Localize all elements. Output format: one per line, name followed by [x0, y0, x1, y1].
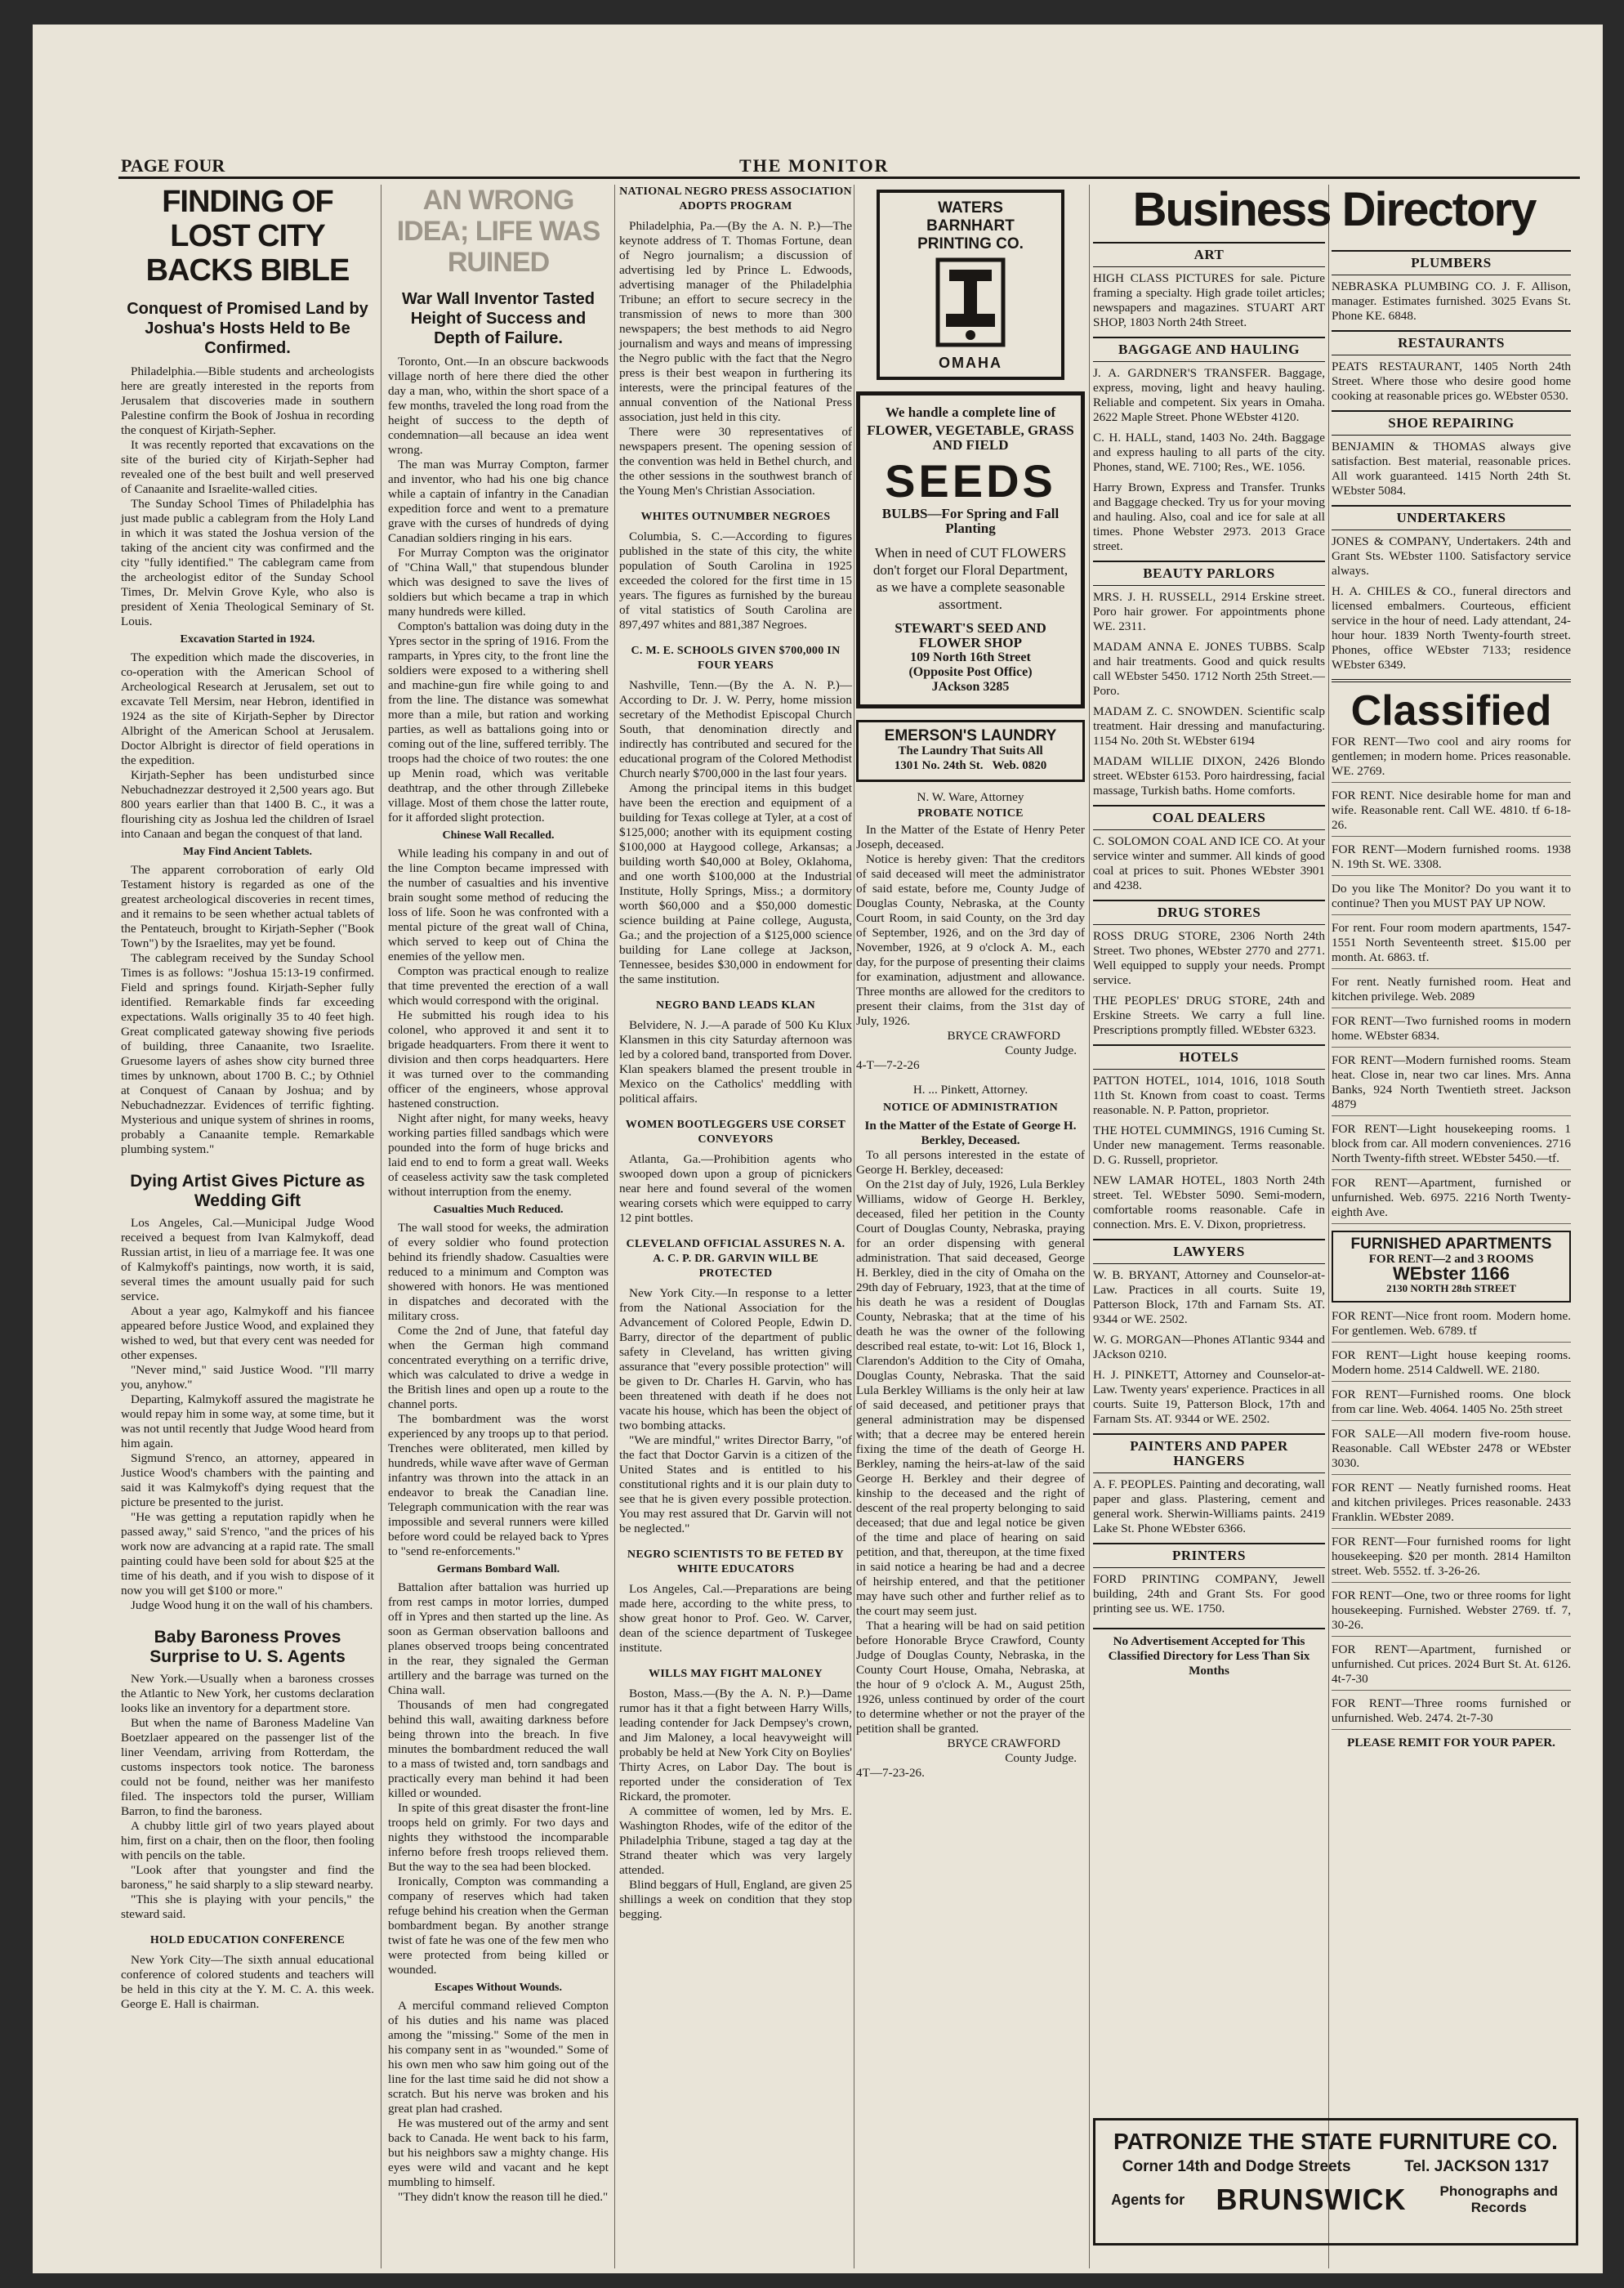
- article-paragraph: Nashville, Tenn.—(By the A. N. P.)—According to Dr. J. W. Perry, home mission secretary of the Methodist Episcopal Church South, that denomination directly and indirectly has contributed and secured for the educational program of the Colored Methodist Church nearly $700,000 in the last four years.: [619, 678, 852, 780]
- classified-ad: For rent. Four room modern apartments, 1547-1551 North Seventeenth street. $15.00 per month. At. 6863. tf.: [1332, 921, 1571, 969]
- classified-ad: FOR RENT—Three rooms furnished or unfurnished. Web. 2474. 2t-7-30: [1332, 1696, 1571, 1730]
- article-paragraph: Atlanta, Ga.—Prohibition agents who swooped down upon a group of picnickers near here and found several of the women wearing corsets which were equipped to carry 12 pint bottles.: [619, 1152, 852, 1225]
- business-directory-banner: Business Directory: [1132, 183, 1536, 236]
- article-paragraph: A committee of women, led by Mrs. E. Washington Rhodes, wife of the editor of the Philadelphia Tribune, staged a tag day at the Strand theater which was very largely attended.: [619, 1804, 852, 1877]
- seeds-intro: We handle a complete line of: [885, 404, 1056, 420]
- directory-entry: JONES & COMPANY, Undertakers. 24th and Grant Sts. WEbster 1100. Satisfactory service always.: [1332, 534, 1571, 578]
- remit-note: PLEASE REMIT FOR YOUR PAPER.: [1347, 1736, 1555, 1750]
- directory-entry: W. B. BRYANT, Attorney and Counselor-at-Law. Practices in all courts. Suite 19, Patterson Block, 17th and Farnam Sts. AT. 9344 or WE. 2502.: [1093, 1268, 1325, 1326]
- article-paragraph: While leading his company in and out of the line Compton became impressed with the number of casualties and his inventive brain sought some method of reducing the loss of life. Soon he was confronted with a mental picture of the great wall of China, which served to keep out of China the enemies of the yellow men.: [388, 847, 609, 963]
- directory-entry: ROSS DRUG STORE, 2306 North 24th Street. Two phones, WEbster 2770 and 2771. Well equipped to supply your needs. Prompt service.: [1093, 929, 1325, 987]
- furnished-address: 2130 NORTH 28th STREET: [1386, 1282, 1516, 1294]
- directory-section-heading: DRUG STORES: [1093, 900, 1325, 925]
- subhead: Germans Bombard Wall.: [436, 1563, 560, 1575]
- article-paragraph: There were 30 representatives of newspapers present. The opening session of the convention was held in Bethel church, and the other sessions in the southwest branch of the Young Men's Christian Association.: [619, 425, 852, 498]
- article-paragraph: Compton was practical enough to realize that time prevented the erection of a wall which would correspond with the original.: [388, 964, 609, 1008]
- classified-ad: FOR RENT — Neatly furnished rooms. Heat and kitchen privileges. Prices reasonable. 2433 Franklin. WEbster 2089.: [1332, 1481, 1571, 1529]
- directory-entry: PATTON HOTEL, 1014, 1016, 1018 South 11th St. Known from coast to coast. Terms reasonable. N. P. Patton, proprietor.: [1093, 1074, 1325, 1117]
- article-paragraph: A merciful command relieved Compton of his duties and his name was placed among the "missing." Some of the men in his company sent in as "wounded." Some of his own men who saw him going out of the line for the last time said he did not show a scratch. But his nerve was broken and his great plan had crashed.: [388, 1999, 609, 2116]
- article-paragraph: Belvidere, N. J.—A parade of 500 Ku Klux Klansmen in this city Saturday afternoon was led by a colored band, transported from Dover. Klan speakers blamed the present trouble in Mexico on the Catholics' meddling with political affairs.: [619, 1018, 852, 1106]
- directory-entry: MADAM Z. C. SNOWDEN. Scientific scalp treatment. Hair dressing and manufacturing. 1154 No. 20th St. WEbster 6194: [1093, 704, 1325, 748]
- article-paragraph: "He was getting a reputation rapidly when he passed away," said S'renco, "and the prices of his work now are advancing at a rapid rate. The small painting could have been sold for about $25 at the time of his death, and if you wish to dispose of it now you will get $100 or more.": [121, 1510, 374, 1598]
- classified-ad: FOR RENT—Four furnished rooms for light housekeeping. $20 per month. 2814 Hamilton street. Web. 5552. tf. 3-26-26.: [1332, 1535, 1571, 1583]
- directory-entry: W. G. MORGAN—Phones ATlantic 9344 and JAckson 0210.: [1093, 1333, 1325, 1361]
- directory-entry: THE PEOPLES' DRUG STORE, 24th and Erskine Streets. We carry a full line. Prescriptions promptly filled. WEbster 6323.: [1093, 994, 1325, 1037]
- furnished-line: FOR RENT—2 and 3 ROOMS: [1368, 1252, 1534, 1266]
- laundry-address: 1301 No. 24th St.: [894, 759, 984, 772]
- classified-ad: FOR RENT—Furnished rooms. One block from car line. Web. 4064. 1405 No. 25th street: [1332, 1388, 1571, 1421]
- furnished-phone: WEbster 1166: [1392, 1263, 1510, 1284]
- column-4: [856, 185, 1085, 2268]
- notice-date: 4-T—7-2-26: [856, 1058, 920, 1072]
- seeds-phone: JAckson 3285: [931, 680, 1010, 694]
- column-2: [388, 185, 609, 2268]
- probate-notice-title: PROBATE NOTICE: [917, 807, 1024, 820]
- classified-ad: FOR RENT—Two cool and airy rooms for gentlemen; in modern home. Prices reasonable. WE. 2769.: [1332, 735, 1571, 783]
- article-paragraph: New York City.—In response to a letter from the National Association for the Advancement of Colored People, Edwin D. Barry, director of the department of public safety in Cleveland, has written giving assurance that "every possible protection" will be given to Dr. Charles H. Garvin, who has been threatened with death if he does not vacate his house, which has been the object of two bombing attacks.: [619, 1286, 852, 1432]
- ad-line: PRINTING CO.: [917, 235, 1024, 252]
- article-paragraph: The bombardment was the worst experienced by any troops up to that period. Trenches were obliterated, men killed by hundreds, while wave after wave of German infantry was thrown into the attack in an endeavor to break the Canadian line. Telegraph communication with the rear was impossible and several runners were killed before word could be relayed back to Ypres to "send re-enforcements.": [388, 1412, 609, 1558]
- classified-ad: FOR RENT. Nice desirable home for man and wife. Reasonable rent. Call WE. 4810. tf 6-18-26.: [1332, 789, 1571, 837]
- printing-press-icon: [921, 253, 1019, 351]
- furniture-phone: Tel. JACKSON 1317: [1404, 2158, 1550, 2175]
- admin-attorney: H. ... Pinkett, Attorney.: [912, 1083, 1028, 1097]
- article-paragraph: Compton's battalion was doing duty in the Ypres sector in the spring of 1916. From the ramparts, in Ypres city, to the front line the soldiers were exposed to a withering shell and machine-gun fire while going to and from the line. The distance was somewhat more than a mile, but ration and working parties, as well as battalions going into or coming out of the line, suffered terribly. The troops had the choice of two routes: the one up Menin road, which was veritable deathtrap, and the other through Zillebeke village. Most of them chose the latter route, for it afforded slight protection.: [388, 619, 609, 824]
- subhead: Escapes Without Wounds.: [434, 1982, 562, 1994]
- classified-ad: FOR RENT—Modern furnished rooms. Steam heat. Close in, near two car lines. Mrs. Anna Banks, 924 North Twentieth street. Jackson 4879: [1332, 1053, 1571, 1116]
- article-paragraph: Los Angeles, Cal.—Municipal Judge Wood received a bequest from Ivan Kalmykoff, dead Russian artist, in lieu of a marriage fee. It was one of Kalmykoff's paintings, now worth, it is said, several times the amount usually paid for such service.: [121, 1216, 374, 1303]
- column-rule: [614, 185, 615, 2268]
- directory-entry: MRS. J. H. RUSSELL, 2914 Erskine street. Poro hair grower. For appointments phone WE. 2311.: [1093, 590, 1325, 633]
- classified-ad: FOR RENT—Two furnished rooms in modern home. WEbster 6834.: [1332, 1014, 1571, 1048]
- notice-paragraph: Notice is hereby given: That the creditors of said deceased will meet the administrator of said estate, before me, County Judge of Douglas County, Nebraska, at the County Court Room, in said County, on the 3rd day of September, 1926, and on the 3rd day of November, 1926, at 9 o'clock A. M., each day, for the purpose of presenting their claims for examination, adjustment and allowance. Three months are allowed for the creditors to present their claims, from the 31st day of July, 1926.: [856, 852, 1085, 1028]
- article-paragraph: A chubby little girl of two years played about him, first on a chair, then on the floor, then fooling with pencils on the table.: [121, 1819, 374, 1862]
- page-number: PAGE FOUR: [121, 155, 225, 176]
- article-paragraph: "This she is playing with your pencils," the steward said.: [121, 1893, 374, 1921]
- article-paragraph: "They didn't know the reason till he died.": [398, 2190, 609, 2204]
- laundry-slogan: The Laundry That Suits All: [898, 744, 1043, 757]
- furnished-head: FURNISHED APARTMENTS: [1350, 1236, 1552, 1253]
- article-paragraph: It was recently reported that excavations on the site of the buried city of Kirjath-Sepher had revealed one of the best built and well preserved of Canaanite and Israelite-walled cities.: [121, 438, 374, 496]
- directory-section-heading: SHOE REPAIRING: [1332, 410, 1571, 436]
- classified-ad: FOR RENT—Apartment, furnished or unfurnished. Cut prices. 2024 Burt St. At. 6126. 4t-7-30: [1332, 1642, 1571, 1691]
- article-paragraph: The man was Murray Compton, farmer and inventor, who had his one big chance while a captain of infantry in the Canadian expedition force and went to a premature grave with the curses of hundreds of dying Canadian soldiers ringing in his ears.: [388, 458, 609, 545]
- classified-list: [1332, 735, 1571, 1224]
- notice-paragraph: To all persons interested in the estate of George H. Berkley, deceased:: [856, 1148, 1085, 1177]
- directory-entry: MADAM WILLIE DIXON, 2426 Blondo street. WEbster 6153. Poro hairdressing, facial massage, Turkish baths. Home comforts.: [1093, 754, 1325, 798]
- furniture-products: Phonographs and Records: [1439, 2183, 1559, 2215]
- deck-wrong-idea: War Wall Inventor Tasted Height of Success and Depth of Failure.: [402, 290, 595, 347]
- seeds-bulbs: BULBS—For Spring and Fall Planting: [881, 506, 1060, 536]
- article-paragraph: About a year ago, Kalmykoff and his fiancee appeared before Justice Wood, and explained they wished to wed, but that every cent was needed for other expenses.: [121, 1304, 374, 1362]
- headline-whites-outnumber: WHITES OUTNUMBER NEGROES: [640, 511, 831, 523]
- article-paragraph: He submitted his rough idea to his colonel, who approved it and sent it to brigade headquarters. From there it went to division and then corps headquarters. Here it was turned over to the commanding officer of the engineers, whose approval hastened construction.: [388, 1008, 609, 1110]
- directory-entry: H. A. CHILES & CO., funeral directors and licensed embalmers. Courteous, efficient service in the hour of need. Lady attendant, 24-hour hour. 1839 North Twenty-fourth street. Phones, office WEbster 7133; residence WEbster 6349.: [1332, 584, 1571, 672]
- directory-section-heading: BEAUTY PARLORS: [1093, 561, 1325, 586]
- headline-press-association: NATIONAL NEGRO PRESS ASSOCIATION ADOPTS PROGRAM: [619, 185, 852, 212]
- admin-notice-title: NOTICE OF ADMINISTRATION: [882, 1102, 1059, 1114]
- seeds-store: STEWART'S SEED AND FLOWER SHOP: [895, 620, 1046, 650]
- classified-ad: FOR RENT—One, two or three rooms for light housekeeping. Furnished. Webster 2769. tf. 7, 30-26.: [1332, 1589, 1571, 1637]
- column-3: [619, 185, 852, 2268]
- directory-list: [1332, 250, 1571, 673]
- article-paragraph: Columbia, S. C.—According to figures published in the state of this city, the white population of South Carolina in 1925 exceeded the colored for the first time in 15 years. The figures as furnished by the bureau of vital statistics of South Carolina are 897,497 whites and 881,387 Negroes.: [619, 530, 852, 632]
- state-furniture-ad: [1093, 2118, 1578, 2246]
- column-rule: [1089, 185, 1090, 2268]
- waters-barnhart-ad: [877, 190, 1064, 380]
- directory-section-heading: LAWYERS: [1093, 1239, 1325, 1264]
- column-6: [1332, 244, 1571, 2115]
- classified-list: [1332, 1309, 1571, 1730]
- article-paragraph: But when the name of Baroness Madeline Van Boetzlaer appeared on the passenger list of the liner Veendam, arriving from Rotterdam, the customs inspectors took notice. The baroness could not be found, neither was her manifesto filed. The inspectors told the purser, William Barron, to find the baroness.: [121, 1716, 374, 1818]
- directory-entry: H. J. PINKETT, Attorney and Counselor-at-Law. Twenty years' experience. Practices in all courts. Suite 19, Patterson Block, 17th and Farnam Sts. AT. 9344 or WE. 2502.: [1093, 1368, 1325, 1426]
- subhead: Excavation Started in 1924.: [180, 633, 315, 646]
- directory-entry: THE HOTEL CUMMINGS, 1916 Cuming St. Under new management. Terms reasonable. D. G. Russell, proprietor.: [1093, 1124, 1325, 1167]
- article-paragraph: For Murray Compton was the originator of "China Wall," that stupendous blunder which was designed to save the lives of soldiers but which became a trap in which many hundreds were killed.: [388, 546, 609, 619]
- article-paragraph: The expedition which made the discoveries, in co-operation with the American School of Archeological Research at Jerusalem, set out to excavate Tell Mersim, near Hebron, identified in 1924 as the site of Kirjath-Sepher by Director Albright of the American School at Jerusalem. Doctor Albright is director of field operations in the expedition.: [121, 650, 374, 767]
- directory-entry: PEATS RESTAURANT, 1405 North 24th Street. Where those who desire good home cooking at reasonable prices go. WEbster 0530.: [1332, 360, 1571, 403]
- article-paragraph: New York City—The sixth annual educational conference of colored students and teachers will be held in this city at the Y. M. C. A. this week. George E. Hall is chairman.: [121, 1953, 374, 2011]
- brunswick-brand: BRUNSWICK: [1216, 2183, 1407, 2216]
- subhead: May Find Ancient Tablets.: [183, 846, 312, 858]
- directory-section-heading: ART: [1093, 242, 1325, 267]
- directory-entry: FORD PRINTING COMPANY, Jewell building, 24th and Grant Sts. For good printing see us. WE. 1750.: [1093, 1572, 1325, 1615]
- emersons-laundry-ad: [856, 720, 1085, 782]
- article-paragraph: Departing, Kalmykoff assured the magistrate he would repay him in some way, at some time, but it was not until recently that Judge Wood heard from him again.: [121, 1392, 374, 1450]
- subhead: Casualties Much Reduced.: [433, 1204, 564, 1216]
- directory-section-heading: UNDERTAKERS: [1332, 505, 1571, 530]
- laundry-name: EMERSON'S LAUNDRY: [884, 727, 1057, 744]
- article-paragraph: Philadelphia.—Bible students and archeologists here are greatly interested in the reports from Jerusalem that discoveries made in southern Palestine confirm the Book of Joshua in recording the conquest of Kirjath-Sepher.: [121, 364, 374, 437]
- directory-section-heading: RESTAURANTS: [1332, 330, 1571, 355]
- notice-paragraph: That a hearing will be had on said petition before Honorable Bryce Crawford, County Judge of Douglas County, Nebraska, in the County Court House, Omaha, Nebraska, at the hour of 9 o'clock A. M., August 25th, 1926, unless continued by order of the court to determine whether or not the prayer of the petition shall be granted.: [856, 1619, 1085, 1736]
- notice-paragraph: In the Matter of the Estate of George H. Berkley, Deceased.: [864, 1119, 1077, 1147]
- headline-cme-schools: C. M. E. SCHOOLS GIVEN $700,000 IN FOUR YEARS: [631, 645, 841, 672]
- article-paragraph: Toronto, Ont.—In an obscure backwoods village north of here there died the other day a man, who, within the short space of a few months, traveled the long road from the height of success to the depth of condemnation—all because an idea went wrong.: [388, 355, 609, 457]
- article-paragraph: The wall stood for weeks, the admiration of every soldier who found protection behind its friendly shadow. Casualties were reduced to a minimum and Compton was showered with honors. He was mentioned in dispatches and decorated with the military cross.: [388, 1221, 609, 1323]
- article-paragraph: New York.—Usually when a baroness crosses the Atlantic to New York, her customs declaration looks like an inventory for a department store.: [121, 1672, 374, 1715]
- article-paragraph: "Look after that youngster and find the baroness," he said sharply to a slip steward nearby.: [121, 1863, 374, 1892]
- article-paragraph: Sigmund S'renco, an attorney, appeared in Justice Wood's chambers with the painting and said it was Kalmykoff's dying request that the picture be presented to the jurist.: [121, 1451, 374, 1509]
- directory-entry: C. H. HALL, stand, 1403 No. 24th. Baggage and express hauling to all parts of the city. Phones, stand, WE. 7100; Res., WE. 1056.: [1093, 431, 1325, 474]
- article-paragraph: The cablegram received by the Sunday School Times is as follows: "Joshua 15:13-19 confirmed. Field and springs found. Kirjath-Sepher fully identified. Remarkable finds far exceeding expectations. Walls originally 35 to 40 feet high. Great complicated gateway showing five periods of building, three Canaanite, two Israelite. Gruesome layers of ashes show city burned three times by unknown, about 1700 B. C.; by Othniel at Conquest of Canaan by Joshua; and by Nebuchadnezzar. Evidences of terrific fighting. Mysterious and unique system of shrines in rooms, probably a Canaanite temple. Remarkable plumbing system.": [121, 951, 374, 1156]
- seeds-ad: [856, 391, 1085, 708]
- column-rule: [1328, 185, 1329, 2268]
- seeds-items: FLOWER, VEGETABLE, GRASS AND FIELD: [867, 422, 1074, 453]
- judge-name: BRYCE CRAWFORD: [947, 1029, 1060, 1043]
- headline-negro-scientists: NEGRO SCIENTISTS TO BE FETED BY WHITE EDUCATORS: [627, 1548, 845, 1575]
- notice-date: 4T—7-23-26.: [856, 1766, 925, 1780]
- headline-education-conference: HOLD EDUCATION CONFERENCE: [149, 1934, 346, 1946]
- article-paragraph: Los Angeles, Cal.—Preparations are being made here, according to the white press, to show great honor to Prof. Geo. W. Carver, dean of the science department of Tuskegee institute.: [619, 1582, 852, 1655]
- article-paragraph: Ironically, Compton was commanding a company of reserves which had taken refuge behind his creation when the German bombardment began. By another strange twist of fate he was one of the few men who were protected from being killed or wounded.: [388, 1875, 609, 1977]
- headline-cleveland-official: CLEVELAND OFFICIAL ASSURES N. A. A. C. P. DR. GARVIN WILL BE PROTECTED: [626, 1238, 845, 1280]
- directory-list: [1093, 242, 1325, 1616]
- headline-baby-baroness: Baby Baroness Proves Surprise to U. S. Agents: [149, 1628, 346, 1666]
- deck-lost-city: Conquest of Promised Land by Joshua's Hosts Held to Be Confirmed.: [127, 300, 368, 357]
- article-paragraph: Judge Wood hung it on the wall of his chambers.: [131, 1598, 373, 1612]
- article-paragraph: The apparent corroboration of early Old Testament history is regarded as one of the greatest archeological discoveries in recent times, and it remains to be seen whether actual tablets of the Pentateuch, brought to Kirjath-Sepher ("Book Town") by the Israelites, may yet be found.: [121, 863, 374, 950]
- directory-section-heading: BAGGAGE AND HAULING: [1093, 337, 1325, 362]
- article-paragraph: Battalion after battalion was hurried up from rest camps in motor lorries, dumped off in Ypres and then started up the line. As soon as German observation balloons and planes observed troops being concentrated in the rear, they signaled the German artillery and the barrage was turned on the China wall.: [388, 1580, 609, 1697]
- classified-ad: FOR RENT—Apartment, furnished or unfurnished. Web. 6975. 2216 North Twenty-eighth Ave.: [1332, 1176, 1571, 1224]
- ad-city: OMAHA: [939, 355, 1002, 371]
- seeds-address: 109 North 16th Street: [910, 650, 1031, 664]
- column-1: [121, 185, 374, 2268]
- headline-negro-band: NEGRO BAND LEADS KLAN: [656, 999, 815, 1012]
- article-paragraph: "Never mind," said Justice Wood. "I'll marry you, anyhow.": [121, 1363, 374, 1392]
- directory-entry: MADAM ANNA E. JONES TUBBS. Scalp and hair treatments. Good and quick results call WEbster 5450. 1712 North 25th Street.—Poro.: [1093, 640, 1325, 698]
- headline-dying-artist: Dying Artist Gives Picture as Wedding Gift: [130, 1172, 365, 1210]
- classified-ad: For rent. Neatly furnished room. Heat and kitchen privilege. Web. 2089: [1332, 975, 1571, 1008]
- judge-name: BRYCE CRAWFORD: [947, 1736, 1060, 1750]
- seeds-title: SEEDS: [885, 455, 1056, 507]
- article-paragraph: He was mustered out of the army and sent back to Canada. He went back to his farm, but his neighbors saw a mighty change. His eyes were wild and vacant and he kept mumbling to himself.: [388, 2116, 609, 2189]
- notice-paragraph: In the Matter of the Estate of Henry Peter Joseph, deceased.: [856, 823, 1085, 851]
- headline-lost-city: FINDING OF LOST CITY BACKS BIBLE: [145, 185, 350, 288]
- directory-section-heading: PLUMBERS: [1332, 250, 1571, 275]
- seeds-body: When in need of CUT FLOWERS don't forget our Floral Department, as we have a complete seasonable assortment.: [872, 545, 1069, 612]
- article-paragraph: Among the principal items in this budget have been the erection and equipment of a building for Texas college at Tyler, at a cost of $125,000; another with its equipment costing $100,000 at Haygood college, Arkansas; a building worth $40,000 at Boley, Oklahoma, and one worth $100,000 at the Industrial Institute, Holly Springs, Miss.; a dormitory worth $60,000 and a $50,000 domestic science building at Paine college, Augusta, Ga.; and the projection of a $125,000 science building for Lane college at Jackson, Tennessee, besides $30,000 in endowment for the same institution.: [619, 781, 852, 986]
- directory-entry: HIGH CLASS PICTURES for sale. Picture framing a specialty. High grade toilet articles; newspapers and magazines. STUART ART SHOP, 1803 North 24th Street.: [1093, 271, 1325, 329]
- article-paragraph: Thousands of men had congregated behind this wall, awaiting darkness before being thrown into the breach. In five minutes the bombardment reduced the wall to a mass of twisted and, torn sandbags and practically every man behind it had been killed or wounded.: [388, 1698, 609, 1800]
- article-paragraph: Blind beggars of Hull, England, are given 25 shillings a week on condition that they stop begging.: [619, 1878, 852, 1921]
- directory-note: No Advertisement Accepted for This Classified Directory for Less Than Six Months: [1093, 1628, 1325, 1678]
- directory-entry: C. SOLOMON COAL AND ICE CO. At your service winter and summer. All kinds of good coal at prices to suit. Phones WEbster 3901 and 4238.: [1093, 834, 1325, 892]
- probate-attorney: N. W. Ware, Attorney: [917, 790, 1024, 804]
- directory-section-heading: HOTELS: [1093, 1044, 1325, 1070]
- classified-ad: FOR RENT—Modern furnished rooms. 1938 N. 19th St. WE. 3308.: [1332, 842, 1571, 876]
- directory-entry: Harry Brown, Express and Transfer. Trunks and Baggage checked. Try us for your moving and hauling. Also, coal and ice for sale at all times. Phone Webster 2973. 2013 Grace street.: [1093, 480, 1325, 553]
- judge-title: County Judge.: [1005, 1043, 1077, 1057]
- headline-women-bootleggers: WOMEN BOOTLEGGERS USE CORSET CONVEYORS: [625, 1119, 846, 1146]
- directory-entry: NEBRASKA PLUMBING CO. J. F. Allison, manager. Estimates furnished. 3025 Evans St. Phone KE. 6848.: [1332, 279, 1571, 323]
- article-paragraph: Kirjath-Sepher has been undisturbed since Nebuchadnezzar destroyed it 2,500 years ago. But 800 years earlier than that 1400 B. C., it was a flourishing city as Joshua led the children of Israel into Canaan and began the conquest of that land.: [121, 768, 374, 841]
- subhead: Chinese Wall Recalled.: [442, 829, 555, 842]
- article-paragraph: Come the 2nd of June, that fateful day when the German high command concentrated everything on a terrific drive, which was calculated to drive a wedge in the British lines and open up a route to the channel ports.: [388, 1324, 609, 1411]
- directory-entry: NEW LAMAR HOTEL, 1803 North 24th street. Tel. WEbster 5090. Semi-modern, comfortable rooms reasonable. Cafe in connection. Mrs. E. V. Dixon, proprietress.: [1093, 1173, 1325, 1231]
- newspaper-page: [33, 25, 1603, 2273]
- headline-wills-maloney: WILLS MAY FIGHT MALONEY: [649, 1668, 823, 1680]
- classified-banner: Classified: [1332, 679, 1571, 735]
- directory-section-heading: PAINTERS AND PAPER HANGERS: [1093, 1433, 1325, 1473]
- furniture-address: Corner 14th and Dodge Streets: [1122, 2158, 1351, 2175]
- ad-line: BARNHART: [926, 217, 1015, 235]
- laundry-phone: Web. 0820: [992, 759, 1047, 772]
- furnished-apartments-ad: [1332, 1231, 1571, 1303]
- paper-name: THE MONITOR: [739, 155, 890, 176]
- directory-entry: J. A. GARDNER'S TRANSFER. Baggage, express, moving, light and heavy hauling. Reliable and competent. Six years in Omaha. 2622 Maple Street. Phone WEbster 4120.: [1093, 366, 1325, 424]
- classified-ad: Do you like The Monitor? Do you want it to continue? Then you MUST PAY UP NOW.: [1332, 882, 1571, 915]
- furniture-title: PATRONIZE THE STATE FURNITURE CO.: [1113, 2129, 1558, 2154]
- directory-entry: A. F. PEOPLES. Painting and decorating, wall paper and glass. Plastering, cement and general work. Sherwin-Williams paints. 2419 Lake St. Phone WEbster 6366.: [1093, 1477, 1325, 1535]
- notice-paragraph: On the 21st day of July, 1926, Lula Berkley Williams, widow of George H. Berkley, deceased, filed her petition in the County Court of Douglas County, Nebraska, praying for an order dispensing with general administration. That said deceased, George H. Berkley, died in the city of Omaha on the 29th day of February, 1923, that at the time of his death he was a resident of Douglas County, Nebraska; that at the time of his death he was the owner of the following described real estate, to-wit: Lot 16, Block 1, Clarendon's Addition to the City of Omaha, Douglas County, Nebraska. That the said Lula Berkley Williams is the only heir at law of said deceased, and petitioner prays that general administration may be dispensed with; that a decree may be entered herein fixing the time of the death of George H. Berkley, naming the heirs-at-law of the said George H. Berkley and their degree of kinship to the deceased and the right of descent of the real property belonging to said deceased; that due and legal notice be given of the time and place of hearing on said petition, and that, thereupon, at the time fixed in said notice a hearing be had and a decree of heirship entered, and that the petitioner may have such other and further relief as to the court may seem just.: [856, 1178, 1085, 1618]
- classified-ad: FOR RENT—Light house keeping rooms. Modern home. 2514 Caldwell. WE. 2180.: [1332, 1348, 1571, 1382]
- classified-ad: FOR SALE—All modern five-room house. Reasonable. Call WEbster 2478 or WEbster 3030.: [1332, 1427, 1571, 1475]
- directory-entry: BENJAMIN & THOMAS always give satisfaction. Best material, reasonable prices. All work guaranteed. 1415 North 24th St. WEbster 5084.: [1332, 440, 1571, 498]
- headline-wrong-idea: AN WRONG IDEA; LIFE WAS RUINED: [396, 185, 600, 278]
- article-paragraph: Night after night, for many weeks, heavy working parties filled sandbags which were pounded into the form of huge bricks and laid end to end to form a great wall. Weeks of ceaseless activity saw the task completed without interruption from the enemy.: [388, 1111, 609, 1199]
- article-paragraph: "We are mindful," writes Director Barry, "of the fact that Doctor Garvin is a citizen of the United States and is entitled to his constitutional rights and it is our plain duty to see that he is given every possible protection. You may rest assured that Dr. Garvin will not be neglected.": [619, 1433, 852, 1535]
- judge-title: County Judge.: [1005, 1751, 1077, 1765]
- article-paragraph: In spite of this great disaster the front-line troops held on grimly. For two days and nights they withstood the incomparable inferno before fresh troops relieved them. But the way to the sea had been blocked.: [388, 1801, 609, 1874]
- article-paragraph: Philadelphia, Pa.—(By the A. N. P.)—The keynote address of T. Thomas Fortune, dean of Negro journalism; a discussion of advertising led by Prince L. Edwoods, advertising manager of the Philadelphia Tribune; an effort to secure secrecy in the transmission of news to more than 300 newspapers; the best methods to aid Negro journalism and ways and means of impressing the Negro public with the fact that the Negro press is their best weapon in furthering its interests, were the principal features of the annual convention of the National Press association, just held in this city.: [619, 219, 852, 424]
- directory-section-heading: PRINTERS: [1093, 1543, 1325, 1568]
- seeds-opposite: (Opposite Post Office): [908, 665, 1033, 679]
- classified-ad: FOR RENT—Light housekeeping rooms. 1 block from car. All modern conveniences. 2716 North Twenty-fifth street. WEbster 5450.—tf.: [1332, 1122, 1571, 1170]
- article-paragraph: Boston, Mass.—(By the A. N. P.)—Dame rumor has it that a fight between Harry Wills, leading contender for Jack Dempsey's crown, and Jim Maloney, a local heavyweight will probably be held at New York City on Boylies' Thirty Acres, on Labor Day. The bout is reported under the consideration of Tex Rickard, the promoter.: [619, 1687, 852, 1803]
- article-paragraph: The Sunday School Times of Philadelphia has just made public a cablegram from the Holy Land in which it was stated the Joshua version of the taking of the ancient city was confirmed and the city "fully identified." The cablegram came from the archeologist editor of the Sunday School Times, Dr. Melvin Grove Kyle, who also is president of Xenia Theological Seminary of St. Louis.: [121, 497, 374, 628]
- furniture-agents: Agents for: [1111, 2191, 1185, 2208]
- directory-section-heading: COAL DEALERS: [1093, 805, 1325, 830]
- header-rule: [118, 177, 1580, 179]
- ad-line: WATERS: [938, 199, 1003, 217]
- classified-ad: FOR RENT—Nice front room. Modern home. For gentlemen. Web. 6789. tf: [1332, 1309, 1571, 1343]
